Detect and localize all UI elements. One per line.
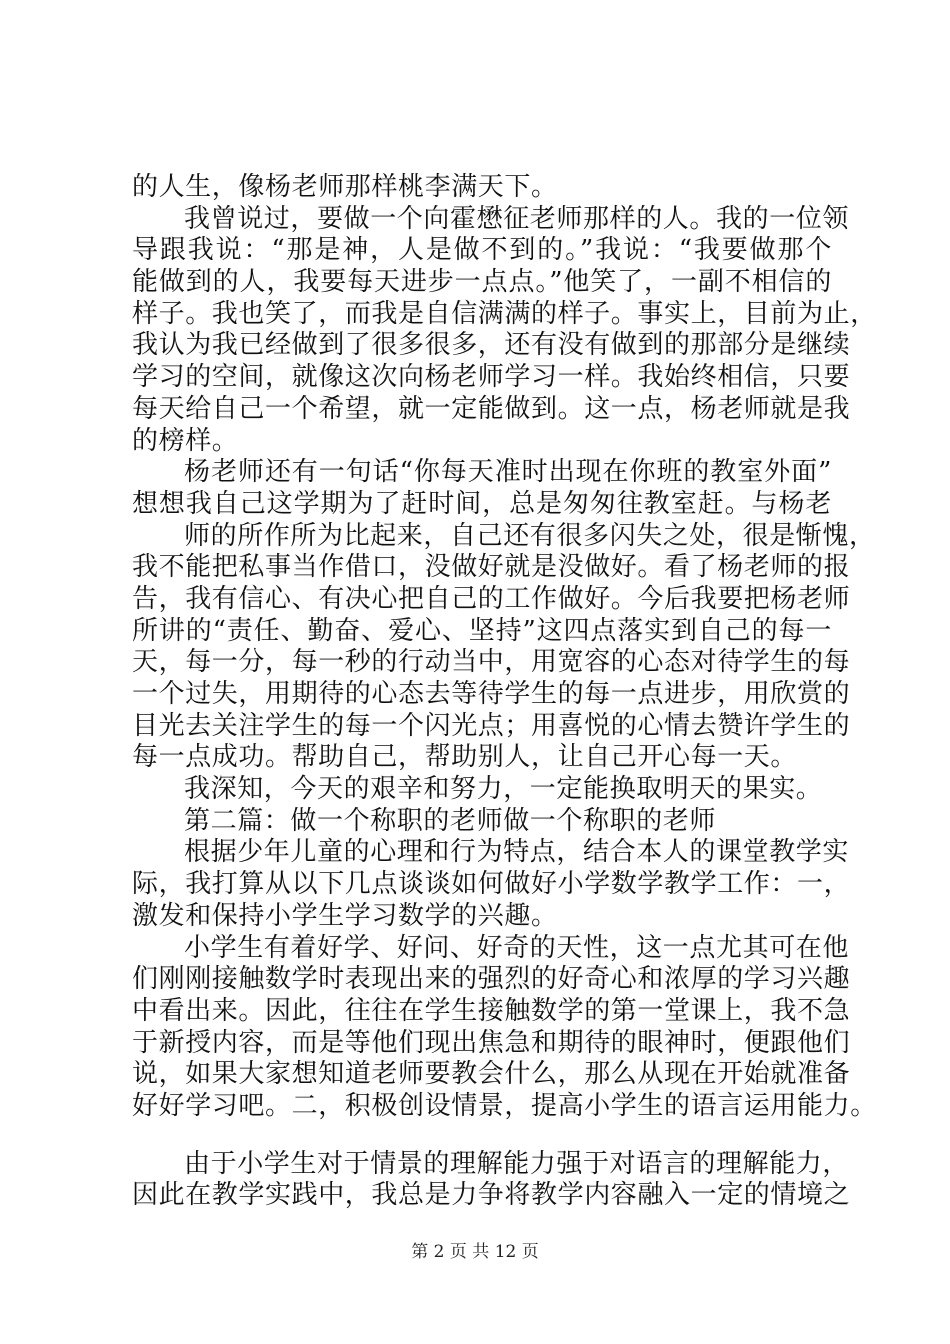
text-line: 的人生，像杨老师那样桃李满天下。 bbox=[132, 172, 558, 202]
text-line: 我不能把私事当作借口，没做好就是没做好。看了杨老师的报 bbox=[132, 552, 851, 583]
text-line: 所讲的“责任、勤奋、爱心、坚持”这四点落实到自己的每一 bbox=[132, 615, 832, 646]
text-line: 天，每一分，每一秒的行动当中，用宽容的心态对待学生的每 bbox=[132, 647, 851, 678]
text-line: 告，我有信心、有决心把自己的工作做好。今后我要把杨老师 bbox=[132, 583, 851, 614]
page-footer: 第 2 页 共 12 页 bbox=[411, 1242, 539, 1262]
text-line: 导跟我说：“那是神，人是做不到的。”我说：“我要做那个 bbox=[132, 235, 832, 266]
paragraph-gap bbox=[132, 1123, 832, 1149]
document-body bbox=[132, 172, 877, 1212]
text-line: 于新授内容，而是等他们现出焦急和期待的眼神时，便跟他们 bbox=[132, 1027, 851, 1058]
text-line: 中看出来。因此，往往在学生接触数学的第一堂课上，我不急 bbox=[132, 995, 851, 1026]
text-line: 说，如果大家想知道老师要教会什么，那么从现在开始就准备 bbox=[132, 1059, 851, 1090]
text-line: 根据少年儿童的心理和行为特点，结合本人的课堂教学实 bbox=[184, 837, 850, 868]
text-line: 一个过失，用期待的心态去等待学生的每一点进步，用欣赏的 bbox=[132, 679, 851, 709]
text-line: 们刚刚接触数学时表现出来的强烈的好奇心和浓厚的学习兴趣 bbox=[132, 964, 851, 995]
text-line: 好好学习吧。二，积极创设情景，提高小学生的语言运用能力。 bbox=[132, 1090, 877, 1121]
text-line: 际，我打算从以下几点谈谈如何做好小学数学教学工作：一， bbox=[132, 869, 851, 900]
text-line: 杨老师还有一句话“你每天准时出现在你班的教室外面” bbox=[184, 457, 832, 488]
text-line: 小学生有着好学、好问、好奇的天性，这一点尤其可在他 bbox=[184, 932, 850, 963]
text-line: 师的所作所为比起来，自己还有很多闪失之处，很是惭愧， bbox=[184, 520, 876, 551]
text-line: 我深知，今天的艰辛和努力，一定能换取明天的果实。 bbox=[184, 774, 823, 805]
text-line: 激发和保持小学生学习数学的兴趣。 bbox=[132, 900, 558, 931]
text-line: 学习的空间，就像这次向杨老师学习一样。我始终相信，只要 bbox=[132, 362, 851, 393]
text-line: 的榜样。 bbox=[132, 425, 239, 456]
text-line: 想想我自己这学期为了赶时间，总是匆匆往教室赶。与杨老 bbox=[132, 488, 832, 519]
text-line: 由于小学生对于情景的理解能力强于对语言的理解能力， bbox=[184, 1148, 850, 1179]
text-line: 目光去关注学生的每一个闪光点；用喜悦的心情去赞许学生的 bbox=[132, 710, 851, 741]
text-line: 每一点成功。帮助自己，帮助别人，让自己开心每一天。 bbox=[132, 742, 798, 773]
section-heading: 第二篇：做一个称职的老师做一个称职的老师 bbox=[184, 805, 717, 836]
text-line: 样子。我也笑了，而我是自信满满的样子。事实上，目前为止， bbox=[132, 298, 877, 329]
text-line: 因此在教学实践中，我总是力争将教学内容融入一定的情境之 bbox=[132, 1180, 851, 1211]
text-line: 能做到的人，我要每天进步一点点。”他笑了，一副不相信的 bbox=[132, 267, 832, 298]
text-line: 我曾说过，要做一个向霍懋征老师那样的人。我的一位领 bbox=[184, 203, 850, 234]
text-line: 每天给自己一个希望，就一定能做到。这一点，杨老师就是我 bbox=[132, 393, 851, 424]
text-line: 我认为我已经做到了很多很多，还有没有做到的那部分是继续 bbox=[132, 330, 851, 361]
